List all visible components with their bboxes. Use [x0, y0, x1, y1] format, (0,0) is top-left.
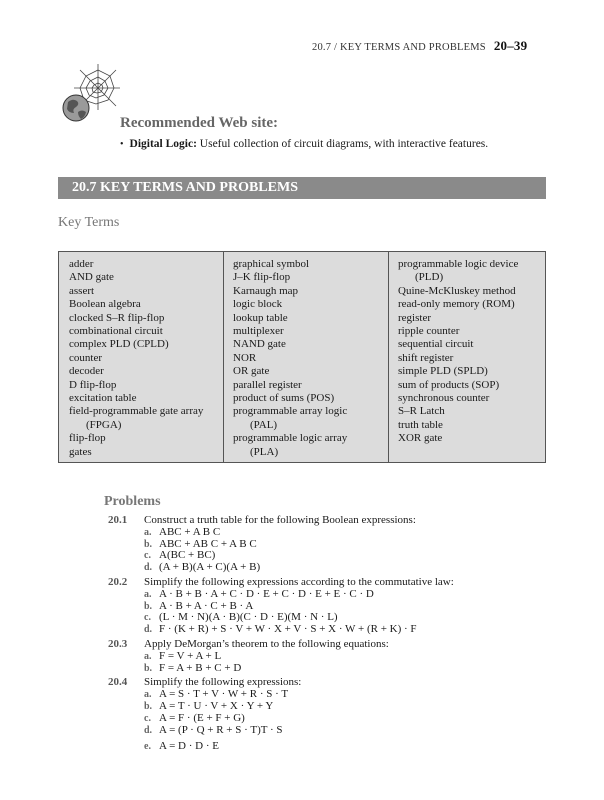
term: sequential circuit [398, 338, 474, 351]
term: truth table [398, 418, 443, 431]
term: (PLA) [250, 445, 279, 458]
term: Karnaugh map [233, 284, 299, 297]
sub-problem-a: a. F = V + A + L [144, 649, 222, 662]
term: graphical symbol [233, 258, 310, 270]
term: J–K flip-flop [233, 271, 291, 284]
web-site-item [120, 138, 488, 150]
sub-problem-a: a. ABC + A B C [144, 525, 221, 538]
term: counter [69, 351, 102, 364]
key-terms-column-3 [398, 258, 518, 446]
expression: A = (P · Q + R + S · T)T · S [159, 723, 283, 736]
problem-number: 20.3 [108, 637, 128, 650]
key-terms-heading: Key Terms [58, 215, 120, 230]
term: parallel register [233, 378, 302, 391]
term: flip-flop [69, 432, 106, 445]
term: XOR gate [398, 432, 443, 445]
term: register [398, 311, 431, 324]
term: logic block [233, 298, 283, 311]
term: programmable logic array [233, 432, 348, 445]
running-header [312, 38, 544, 54]
problem-statement: Simplify the following expressions: [144, 676, 302, 689]
sub-problem-d: d. (A + B)(A + C)(A + B) [144, 561, 261, 574]
sub-problem-d: d. F · (K + R) + S · V + W · X + V · S + X · W + (R + K) · F [144, 623, 417, 636]
expression: A = T · U · V + X · Y + Y [159, 699, 274, 712]
term: OR gate [233, 365, 270, 378]
term: AND gate [69, 271, 114, 284]
web-site-heading: Recommended Web site: [120, 115, 279, 131]
expression: A(BC + BC) [159, 549, 216, 562]
term: product of sums (POS) [233, 392, 335, 405]
term: excitation table [69, 392, 137, 405]
key-terms-column-2 [233, 258, 347, 459]
section-title: 20.7 KEY TERMS AND PROBLEMS [72, 180, 298, 195]
term: (PAL) [250, 418, 278, 431]
term: complex PLD (CPLD) [69, 338, 169, 351]
expression: A = F · (E + F + G) [159, 711, 245, 724]
sub-problem-b: b. A · B + A · C + B · A [144, 599, 254, 612]
term: D flip-flop [69, 378, 117, 391]
expression: F · (K + R) + S · V + W · X + V · S + X · W + (R + K) · F [159, 623, 417, 636]
term: multiplexer [233, 325, 284, 338]
expression: (A + B)(A + C)(A + B) [159, 561, 261, 574]
term: decoder [69, 365, 104, 378]
term: simple PLD (SPLD) [398, 365, 488, 378]
web-globe-icon [58, 62, 124, 128]
expression: F = A + B + C + D [159, 661, 242, 674]
problem-20-4 [104, 677, 554, 753]
problem-statement: Apply DeMorgan’s theorem to the following equations: [144, 637, 389, 650]
term: lookup table [233, 311, 288, 324]
key-terms-column-1 [69, 258, 203, 459]
sub-problem-e: e. A = D · D · E [144, 740, 219, 753]
term: clocked S–R flip-flop [69, 311, 165, 324]
problem-statement: Construct a truth table for the following Boolean expressions: [144, 514, 416, 526]
expression: (L · M · N)(A · B)(C · D · E)(M · N · L) [159, 611, 338, 624]
term: combinational circuit [69, 325, 163, 338]
problem-statement: Simplify the following expressions according to the commutative law: [144, 575, 454, 588]
sub-problem-b: b. A = T · U · V + X · Y + Y [144, 699, 274, 712]
term: S–R Latch [398, 405, 445, 418]
column-divider [388, 252, 389, 462]
sub-problem-a: a. A · B + B · A + C · D · E + C · D · E + E · C · D [144, 587, 374, 600]
term: programmable logic device [398, 258, 519, 270]
problem-20-2 [104, 577, 554, 636]
term: NOR [233, 351, 257, 364]
problems-heading: Problems [104, 494, 161, 509]
term: ripple counter [398, 325, 460, 338]
problem-20-3 [104, 639, 554, 674]
term: (PLD) [415, 271, 444, 284]
term: Boolean algebra [69, 298, 141, 311]
problem-number: 20.4 [108, 676, 128, 689]
term: programmable array logic [233, 405, 348, 418]
term: synchronous counter [398, 392, 490, 405]
expression: A · B + A · C + B · A [159, 599, 254, 612]
expression: ABC + AB C + A B C [159, 537, 257, 550]
expression: A = S · T + V · W + R · S · T [159, 688, 289, 701]
expression: ABC + A B C [159, 525, 221, 538]
web-site-description: Useful collection of circuit diagrams, with interactive features. [196, 138, 489, 150]
term: Quine-McKluskey method [398, 284, 516, 297]
term: assert [69, 284, 95, 297]
sub-problem-c: c. (L · M · N)(A · B)(C · D · E)(M · N · L) [144, 611, 338, 624]
column-divider [223, 252, 224, 462]
sub-problem-d: d. A = (P · Q + R + S · T)T · S [144, 723, 283, 736]
key-terms-table [58, 251, 546, 463]
problem-20-1 [104, 515, 554, 574]
expression: A = D · D · E [159, 740, 219, 753]
sub-problem-a: a. A = S · T + V · W + R · S · T [144, 688, 289, 701]
bullet-icon: • [120, 139, 124, 150]
web-site-link[interactable]: Digital Logic: [129, 138, 197, 150]
term: adder [69, 258, 94, 270]
sub-problem-c: c. A = F · (E + F + G) [144, 711, 245, 724]
sub-problem-b: b. F = A + B + C + D [144, 661, 242, 674]
sub-problem-b: b. ABC + AB C + A B C [144, 537, 257, 550]
sub-problem-c: c. A(BC + BC) [144, 549, 216, 562]
page-number: 20–39 [493, 38, 528, 53]
expression: A · B + B · A + C · D · E + C · D · E + E · C · D [159, 587, 374, 600]
term: read-only memory (ROM) [398, 298, 515, 311]
term: sum of products (SOP) [398, 378, 500, 391]
term: (FPGA) [86, 418, 122, 431]
problems-list [104, 515, 554, 753]
term: gates [69, 445, 92, 458]
problem-number: 20.1 [108, 514, 128, 526]
term: field-programmable gate array [69, 405, 204, 418]
expression: F = V + A + L [159, 649, 222, 662]
term: shift register [398, 351, 454, 364]
running-title: 20.7 / KEY TERMS AND PROBLEMS [312, 42, 486, 53]
term: NAND gate [233, 338, 286, 351]
problem-number: 20.2 [108, 575, 128, 588]
